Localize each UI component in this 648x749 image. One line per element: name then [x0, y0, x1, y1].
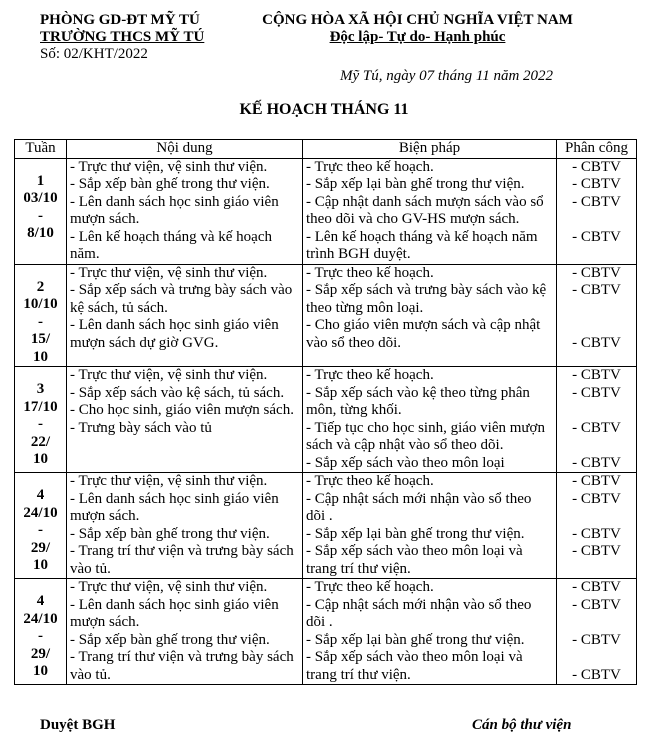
week-label: 1	[36, 172, 45, 189]
content-item: - Lên danh sách học sinh giáo viên mượn sách dự giờ GVG.	[70, 317, 279, 351]
content-cell	[67, 579, 303, 685]
header-assign: Phân công	[557, 140, 637, 159]
document-number: Số: 02/KHT/2022	[40, 46, 148, 62]
content-cell	[67, 264, 303, 367]
assignee: - CBTV	[572, 282, 621, 298]
measure-item: - Sắp xếp sách vào kệ theo từng phân môn, từng khối.	[306, 384, 530, 418]
week-label: 03/10	[23, 190, 58, 206]
week-label: -	[38, 416, 43, 432]
week-label: 29/	[30, 645, 51, 662]
measures-cell	[303, 473, 557, 579]
content-item: - Cho học sinh, giáo viên mượn sách.	[70, 402, 294, 418]
assign-cell	[557, 473, 637, 579]
assignee: - CBTV	[572, 367, 621, 383]
measure-item: - Trực theo kế hoạch.	[306, 579, 434, 595]
department-name: PHÒNG GD-ĐT MỸ TÚ	[40, 12, 200, 28]
week-label: 4	[36, 593, 45, 609]
measure-item: - Cho giáo viên mượn sách và cập nhật vào sổ theo dõi.	[306, 317, 541, 351]
assignee: - CBTV	[572, 454, 621, 471]
week-cell	[15, 158, 67, 264]
measure-item: - Cập nhật danh sách mượn sách vào sổ theo dõi và cho GV-HS mượn sách.	[306, 193, 544, 227]
assignee: - CBTV	[572, 631, 621, 648]
measure-item: - Cập nhật sách mới nhận vào sổ theo dõi .	[306, 490, 532, 524]
assignee: - CBTV	[572, 158, 621, 175]
content-item: - Trực thư viện, vệ sinh thư viện.	[70, 158, 268, 175]
assignee: - CBTV	[572, 579, 621, 595]
measure-item: - Sắp xếp lại bàn ghế trong thư viện.	[306, 176, 525, 192]
table-row	[15, 264, 637, 367]
week-label: 24/10	[23, 610, 58, 627]
footer-approval: Duyệt BGH	[40, 717, 116, 733]
content-item: - Lên danh sách học sinh giáo viên mượn sách.	[70, 596, 279, 630]
table-row	[15, 158, 637, 264]
table-row	[15, 367, 637, 473]
table-body	[15, 158, 637, 685]
assignee: - CBTV	[572, 228, 621, 245]
measure-item: - Sắp xếp sách vào theo môn loại và trang trí thư viện.	[306, 543, 523, 577]
measure-item: - Sắp xếp sách và trưng bày sách vào kệ theo từng môn loại.	[306, 282, 547, 316]
measure-item: - Trực theo kế hoạch.	[306, 367, 434, 383]
measure-item: - Lên kế hoạch tháng và kế hoạch năm trình BGH duyệt.	[306, 228, 538, 262]
content-item: - Trang trí thư viện và trưng bày sách vào tủ.	[70, 649, 294, 683]
week-label: 15/	[30, 331, 51, 347]
week-label: 17/10	[23, 398, 58, 415]
week-cell	[15, 579, 67, 685]
week-label: 10	[33, 557, 48, 573]
header-week: Tuần	[15, 140, 67, 159]
measures-cell	[303, 367, 557, 473]
week-label: 29/	[30, 539, 51, 556]
footer-librarian: Cán bộ thư viện	[472, 717, 572, 733]
assignee: - CBTV	[572, 473, 621, 489]
content-cell	[67, 473, 303, 579]
measures-cell	[303, 579, 557, 685]
content-item: - Sắp xếp bàn ghế trong thư viện.	[70, 525, 270, 542]
plan-table	[14, 139, 637, 685]
content-item: - Lên danh sách học sinh giáo viên mượn sách.	[70, 490, 279, 524]
week-label: 4	[36, 487, 45, 503]
measure-item: - Cập nhật sách mới nhận vào sổ theo dõi .	[306, 596, 532, 630]
header-left	[40, 12, 204, 63]
assign-cell	[557, 579, 637, 685]
assignee: - CBTV	[572, 419, 621, 436]
table-row	[15, 579, 637, 685]
content-item: - Trực thư viện, vệ sinh thư viện.	[70, 473, 268, 489]
content-item: - Lên danh sách học sinh giáo viên mượn sách.	[70, 193, 279, 227]
header-measures: Biện pháp	[303, 140, 557, 159]
week-label: 10/10	[23, 296, 58, 312]
table-header-row	[15, 140, 637, 159]
week-label: 3	[36, 381, 45, 397]
assignee: - CBTV	[572, 490, 621, 507]
assign-cell	[557, 367, 637, 473]
week-label: 2	[36, 278, 45, 295]
header-content: Nội dung	[67, 140, 303, 159]
content-item: - Trực thư viện, vệ sinh thư viện.	[70, 367, 268, 383]
assignee: - CBTV	[572, 666, 621, 683]
measure-item: - Trực theo kế hoạch.	[306, 264, 434, 281]
week-label: -	[38, 522, 43, 538]
measures-cell	[303, 264, 557, 367]
week-label: 24/10	[23, 504, 58, 521]
content-item: - Sắp xếp sách và trưng bày sách vào kệ sách, tủ sách.	[70, 282, 293, 316]
measure-item: - Sắp xếp sách vào theo môn loại	[306, 454, 505, 471]
week-cell	[15, 264, 67, 367]
week-cell	[15, 367, 67, 473]
content-item: - Sắp xếp bàn ghế trong thư viện.	[70, 631, 270, 648]
content-item: - Trang trí thư viện và trưng bày sách vào tủ.	[70, 543, 294, 577]
measure-item: - Sắp xếp lại bàn ghế trong thư viện.	[306, 525, 525, 542]
assignee: - CBTV	[572, 596, 621, 613]
assign-cell	[557, 158, 637, 264]
measure-item: - Trực theo kế hoạch.	[306, 473, 434, 489]
week-label: 22/	[30, 433, 51, 450]
motto: Độc lập- Tự do- Hạnh phúc	[329, 29, 506, 45]
header-right	[250, 12, 585, 46]
week-label: 10	[33, 348, 48, 365]
week-label: -	[38, 313, 43, 330]
content-item: - Trưng bày sách vào tủ	[70, 419, 212, 436]
content-item: - Sắp xếp bàn ghế trong thư viện.	[70, 176, 270, 192]
content-item: - Trực thư viện, vệ sinh thư viện.	[70, 579, 268, 595]
week-cell	[15, 473, 67, 579]
measure-item: - Sắp xếp sách vào theo môn loại và trang trí thư viện.	[306, 649, 523, 683]
week-label: -	[38, 207, 43, 224]
measure-item: - Sắp xếp lại bàn ghế trong thư viện.	[306, 631, 525, 648]
table-row	[15, 473, 637, 579]
measure-item: - Tiếp tục cho học sinh, giáo viên mượn sách và cập nhật vào sổ theo dõi.	[306, 419, 545, 453]
date-line: Mỹ Tú, ngày 07 tháng 11 năm 2022	[340, 68, 554, 84]
content-cell	[67, 158, 303, 264]
week-label: 10	[33, 451, 48, 467]
assignee: - CBTV	[572, 334, 621, 351]
assignee: - CBTV	[572, 264, 621, 281]
measure-item: - Trực theo kế hoạch.	[306, 158, 434, 175]
content-item: - Trực thư viện, vệ sinh thư viện.	[70, 264, 268, 281]
week-label: -	[38, 628, 43, 644]
measures-cell	[303, 158, 557, 264]
content-cell	[67, 367, 303, 473]
country-name: CỘNG HÒA XÃ HỘI CHỦ NGHĨA VIỆT NAM	[262, 12, 573, 28]
content-item: - Sắp xếp sách vào kệ sách, tủ sách.	[70, 384, 285, 401]
assign-cell	[557, 264, 637, 367]
assignee: - CBTV	[572, 193, 621, 210]
school-name: TRƯỜNG THCS MỸ TÚ	[40, 29, 205, 45]
content-item: - Lên kế hoạch tháng và kế hoạch năm.	[70, 228, 272, 262]
assignee: - CBTV	[572, 176, 621, 192]
week-label: 10	[33, 663, 48, 679]
week-label: 8/10	[27, 225, 54, 241]
assignee: - CBTV	[572, 525, 621, 542]
assignee: - CBTV	[572, 543, 621, 559]
assignee: - CBTV	[572, 384, 621, 401]
plan-title: KẾ HOẠCH THÁNG 11	[239, 101, 409, 118]
